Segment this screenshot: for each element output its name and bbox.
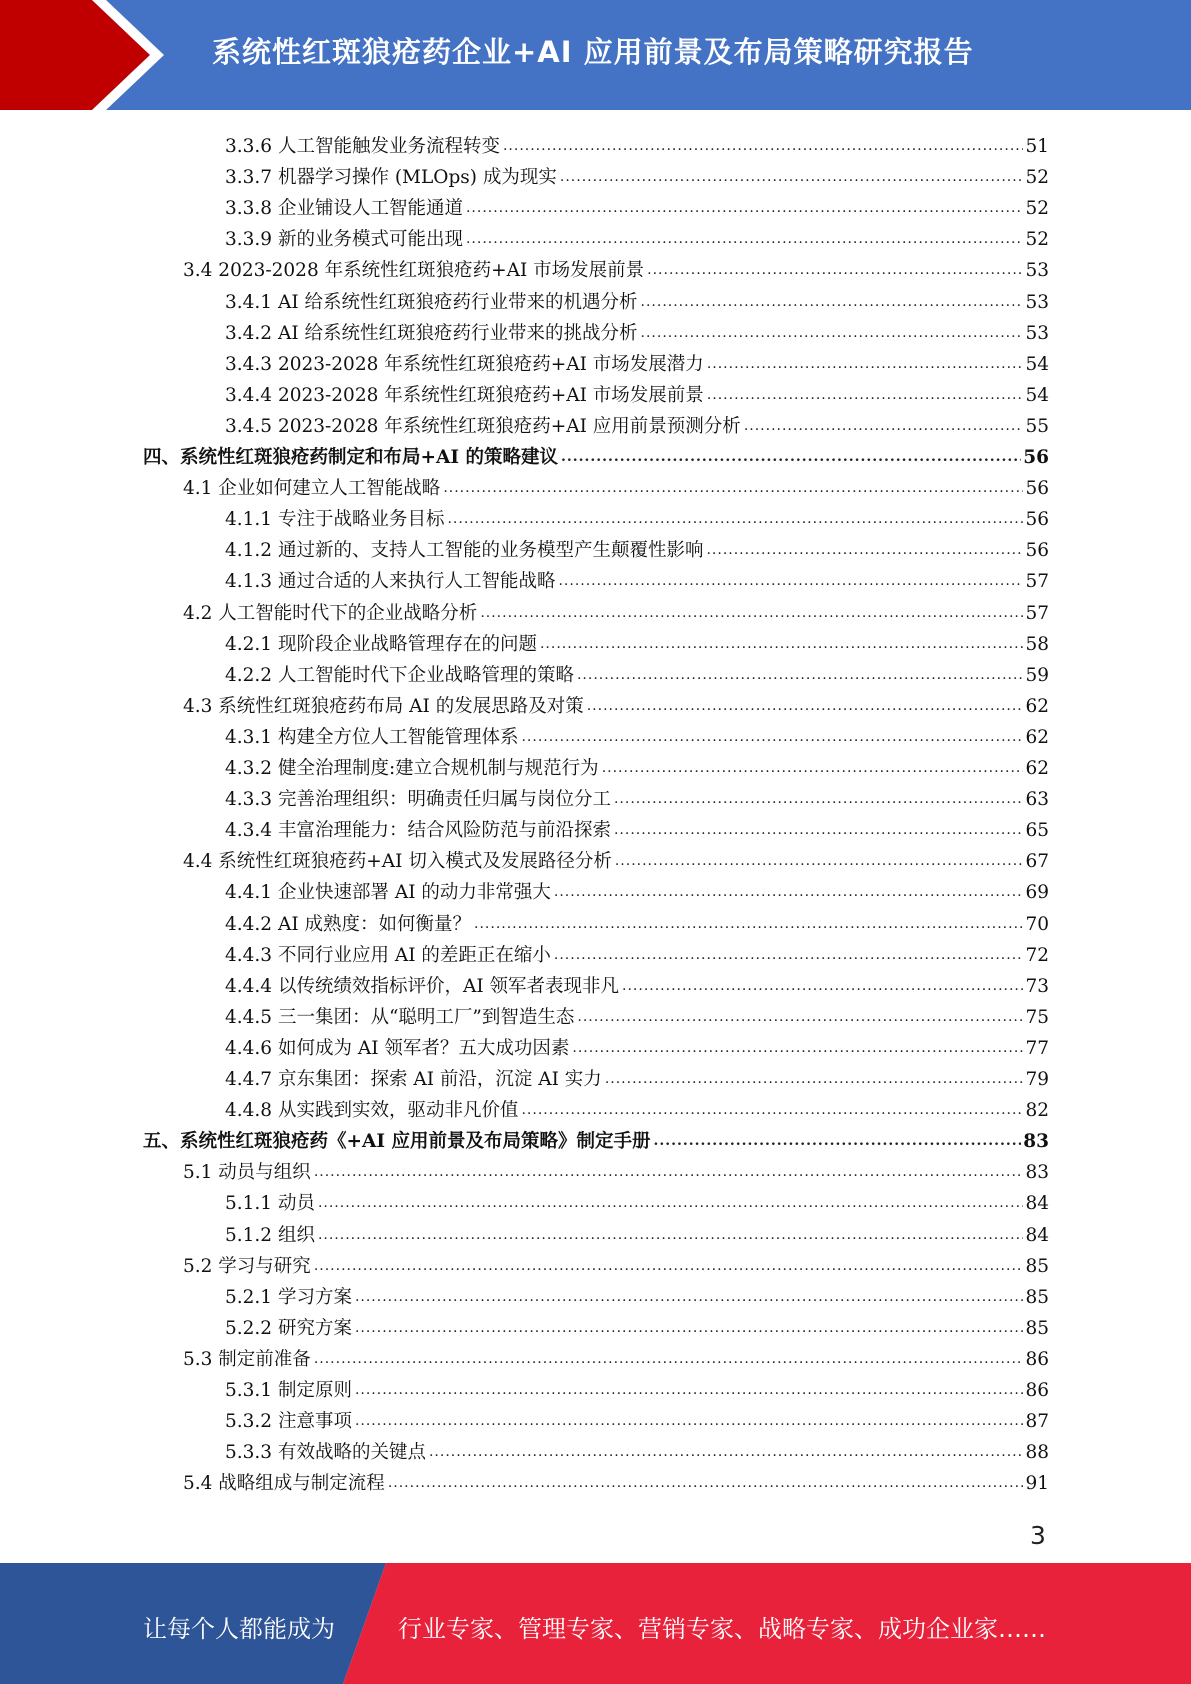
toc-entry-label: 5.3.1 制定原则	[225, 1380, 352, 1401]
footer-slogan-right: 行业专家、管理专家、营销专家、战略专家、成功企业家……	[398, 1615, 1046, 1643]
toc-entry-page: 62	[1025, 758, 1049, 779]
toc-entry-page: 65	[1025, 820, 1049, 841]
page-number: 3	[1030, 1521, 1046, 1550]
toc-leader-dots	[707, 353, 1024, 377]
toc-entry[interactable]	[183, 843, 1049, 874]
toc-entry-label: 4.1.3 通过合适的人来执行人工智能战略	[225, 571, 556, 592]
toc-entry-label: 5.2.1 学习方案	[225, 1287, 352, 1308]
toc-entry-page: 53	[1025, 260, 1049, 281]
toc-leader-dots	[540, 633, 1023, 657]
toc-entry[interactable]	[225, 346, 1049, 377]
toc-entry-label: 3.3.7 机器学习操作 (MLOps) 成为现实	[225, 167, 557, 188]
toc-entry-label: 5.3.2 注意事项	[225, 1411, 352, 1432]
toc-entry-page: 67	[1025, 851, 1049, 872]
toc-leader-dots	[572, 1037, 1023, 1061]
toc-entry-label: 4.3.1 构建全方位人工智能管理体系	[225, 727, 519, 748]
toc-entry-label: 5.2.2 研究方案	[225, 1318, 352, 1339]
toc-entry-label: 3.4.5 2023-2028 年系统性红斑狼疮药+AI 应用前景预测分析	[225, 416, 741, 437]
toc-entry[interactable]	[183, 1154, 1049, 1185]
toc-entry-label: 3.4 2023-2028 年系统性红斑狼疮药+AI 市场发展前景	[183, 260, 645, 281]
toc-entry[interactable]	[225, 532, 1049, 563]
toc-leader-dots	[706, 539, 1023, 563]
toc-entry[interactable]	[225, 1434, 1049, 1465]
toc-entry-label: 5.1.2 组织	[225, 1225, 315, 1246]
toc-leader-dots	[466, 197, 1023, 221]
toc-entry-page: 58	[1025, 634, 1049, 655]
toc-entry-page: 87	[1025, 1411, 1049, 1432]
toc-entry-page: 72	[1025, 945, 1049, 966]
toc-entry[interactable]	[143, 1123, 1049, 1154]
toc-entry-label: 4.1.1 专注于战略业务目标	[225, 509, 445, 530]
toc-entry-label: 3.4.1 AI 给系统性红斑狼疮药行业带来的机遇分析	[225, 292, 638, 313]
toc-entry-page: 52	[1025, 229, 1049, 250]
toc-entry-page: 85	[1025, 1256, 1049, 1277]
toc-entry[interactable]	[183, 688, 1049, 719]
toc-leader-dots	[318, 1224, 1024, 1248]
toc-entry-page: 84	[1025, 1225, 1049, 1246]
toc-leader-dots	[429, 1441, 1023, 1465]
toc-leader-dots	[707, 384, 1024, 408]
toc-entry[interactable]	[225, 657, 1049, 688]
toc-entry[interactable]	[225, 999, 1049, 1030]
toc-entry-page: 77	[1025, 1038, 1049, 1059]
toc-entry[interactable]	[225, 812, 1049, 843]
toc-entry-page: 59	[1025, 665, 1049, 686]
toc-leader-dots	[521, 1099, 1023, 1123]
toc-entry-label: 4.1.2 通过新的、支持人工智能的业务模型产生颠覆性影响	[225, 540, 704, 561]
toc-entry-label: 4.4.7 京东集团：探索 AI 前沿，沉淀 AI 实力	[225, 1069, 602, 1090]
toc-entry-label: 3.4.3 2023-2028 年系统性红斑狼疮药+AI 市场发展潜力	[225, 354, 704, 375]
toc-leader-dots	[577, 1006, 1023, 1030]
toc-leader-dots	[521, 726, 1023, 750]
toc-entry-page: 57	[1025, 603, 1049, 624]
toc-entry[interactable]	[225, 563, 1049, 594]
toc-leader-dots	[561, 446, 1021, 470]
toc-leader-dots	[622, 975, 1023, 999]
toc-leader-dots	[474, 913, 1023, 937]
toc-entry[interactable]	[225, 128, 1049, 159]
toc-leader-dots	[388, 1472, 1024, 1496]
toc-entry-label: 5.4 战略组成与制定流程	[183, 1473, 385, 1494]
toc-entry-page: 55	[1025, 416, 1049, 437]
toc-leader-dots	[466, 228, 1023, 252]
toc-entry-label: 5.1.1 动员	[225, 1193, 315, 1214]
toc-entry-page: 79	[1025, 1069, 1049, 1090]
toc-leader-dots	[614, 819, 1023, 843]
toc-leader-dots	[647, 259, 1023, 283]
toc-entry[interactable]	[225, 190, 1049, 221]
toc-entry[interactable]	[225, 719, 1049, 750]
toc-entry[interactable]	[225, 408, 1049, 439]
toc-entry-page: 85	[1025, 1318, 1049, 1339]
toc-entry-label: 3.4.4 2023-2028 年系统性红斑狼疮药+AI 市场发展前景	[225, 385, 704, 406]
toc-entry-page: 88	[1025, 1442, 1049, 1463]
toc-leader-dots	[447, 508, 1023, 532]
report-footer	[0, 1563, 1191, 1684]
toc-entry-label: 5.3.3 有效战略的关键点	[225, 1442, 426, 1463]
toc-entry[interactable]	[225, 1061, 1049, 1092]
toc-leader-dots	[577, 664, 1023, 688]
toc-entry[interactable]	[225, 1030, 1049, 1061]
toc-leader-dots	[314, 1348, 1024, 1372]
toc-leader-dots	[587, 695, 1024, 719]
footer-slogan-left: 让每个人都能成为	[143, 1615, 335, 1643]
toc-entry[interactable]	[225, 1403, 1049, 1434]
toc-leader-dots	[605, 1068, 1024, 1092]
toc-entry[interactable]	[225, 315, 1049, 346]
toc-entry-label: 4.3.4 丰富治理能力：结合风险防范与前沿探索	[225, 820, 611, 841]
toc-leader-dots	[558, 570, 1023, 594]
toc-leader-dots	[314, 1255, 1024, 1279]
toc-entry-label: 4.3 系统性红斑狼疮药布局 AI 的发展思路及对策	[183, 696, 584, 717]
toc-leader-dots	[615, 850, 1024, 874]
toc-entry-label: 4.4 系统性红斑狼疮药+AI 切入模式及发展路径分析	[183, 851, 612, 872]
toc-entry[interactable]	[225, 377, 1049, 408]
toc-leader-dots	[653, 1130, 1021, 1154]
toc-entry-label: 5.3 制定前准备	[183, 1349, 311, 1370]
toc-entry-label: 5.1 动员与组织	[183, 1162, 311, 1183]
toc-entry-page: 85	[1025, 1287, 1049, 1308]
toc-entry-label: 五、系统性红斑狼疮药《+AI 应用前景及布局策略》制定手册	[143, 1131, 651, 1152]
toc-entry-page: 82	[1025, 1100, 1049, 1121]
toc-leader-dots	[641, 291, 1024, 315]
toc-leader-dots	[602, 757, 1024, 781]
toc-entry-page: 54	[1025, 385, 1049, 406]
toc-entry-label: 3.4.2 AI 给系统性红斑狼疮药行业带来的挑战分析	[225, 323, 638, 344]
toc-entry[interactable]	[225, 968, 1049, 999]
toc-leader-dots	[554, 881, 1024, 905]
toc-entry[interactable]	[225, 874, 1049, 905]
toc-leader-dots	[314, 1161, 1024, 1185]
toc-entry-page: 62	[1025, 727, 1049, 748]
toc-entry[interactable]	[143, 439, 1049, 470]
toc-entry[interactable]	[225, 937, 1049, 968]
toc-entry[interactable]	[225, 1092, 1049, 1123]
toc-entry[interactable]	[225, 781, 1049, 812]
toc-entry-page: 86	[1025, 1349, 1049, 1370]
toc-entry-label: 4.1 企业如何建立人工智能战略	[183, 478, 441, 499]
toc-entry-label: 3.3.8 企业铺设人工智能通道	[225, 198, 463, 219]
toc-entry-page: 52	[1025, 198, 1049, 219]
toc-entry-page: 83	[1023, 1131, 1049, 1152]
toc-entry[interactable]	[225, 1310, 1049, 1341]
toc-entry[interactable]	[225, 1372, 1049, 1403]
toc-entry-page: 84	[1025, 1193, 1049, 1214]
toc-entry-label: 4.4.3 不同行业应用 AI 的差距正在缩小	[225, 945, 551, 966]
toc-entry-page: 56	[1025, 540, 1049, 561]
toc-entry[interactable]	[183, 252, 1049, 283]
toc-entry[interactable]	[225, 750, 1049, 781]
toc-leader-dots	[554, 944, 1024, 968]
toc-entry-page: 54	[1025, 354, 1049, 375]
toc-entry-label: 4.2.2 人工智能时代下企业战略管理的策略	[225, 665, 574, 686]
toc-entry[interactable]	[183, 595, 1049, 626]
toc-leader-dots	[355, 1286, 1024, 1310]
toc-leader-dots	[355, 1410, 1024, 1434]
toc-entry[interactable]	[225, 626, 1049, 657]
toc-entry-page: 51	[1025, 136, 1049, 157]
toc-entry-label: 4.4.8 从实践到实效，驱动非凡价值	[225, 1100, 519, 1121]
toc-leader-dots	[318, 1192, 1024, 1216]
toc-entry[interactable]	[225, 159, 1049, 190]
toc-entry-label: 四、系统性红斑狼疮药制定和布局+AI 的策略建议	[143, 447, 558, 468]
report-title: 系统性红斑狼疮药企业+AI 应用前景及布局策略研究报告	[212, 35, 974, 69]
toc-entry[interactable]	[225, 221, 1049, 252]
toc-leader-dots	[355, 1317, 1024, 1341]
toc-entry-page: 56	[1025, 509, 1049, 530]
toc-entry[interactable]	[183, 1341, 1049, 1372]
toc-leader-dots	[744, 415, 1024, 439]
toc-entry-page: 53	[1025, 292, 1049, 313]
toc-entry[interactable]	[225, 906, 1049, 937]
toc-entry-label: 4.4.6 如何成为 AI 领军者？五大成功因素	[225, 1038, 570, 1059]
toc-entry[interactable]	[225, 1279, 1049, 1310]
toc-entry-label: 4.2 人工智能时代下的企业战略分析	[183, 603, 478, 624]
toc-entry-page: 86	[1025, 1380, 1049, 1401]
toc-entry-label: 4.4.4 以传统绩效指标评价，AI 领军者表现非凡	[225, 976, 620, 997]
toc-entry-label: 4.3.3 完善治理组织：明确责任归属与岗位分工	[225, 789, 611, 810]
toc-entry-page: 52	[1025, 167, 1049, 188]
toc-entry-page: 73	[1025, 976, 1049, 997]
toc-entry[interactable]	[225, 1217, 1049, 1248]
toc-leader-dots	[641, 322, 1024, 346]
toc-entry[interactable]	[225, 1185, 1049, 1216]
toc-entry-label: 4.2.1 现阶段企业战略管理存在的问题	[225, 634, 537, 655]
toc-entry-page: 83	[1025, 1162, 1049, 1183]
toc-entry-label: 4.4.5 三一集团：从“聪明工厂”到智造生态	[225, 1007, 575, 1028]
toc-leader-dots	[503, 135, 1023, 159]
toc-entry-page: 63	[1025, 789, 1049, 810]
toc-entry-page: 53	[1025, 323, 1049, 344]
report-header	[0, 0, 1191, 110]
toc-entry-page: 91	[1025, 1473, 1049, 1494]
toc-entry[interactable]	[183, 470, 1049, 501]
toc-entry-label: 5.2 学习与研究	[183, 1256, 311, 1277]
toc-leader-dots	[443, 477, 1023, 501]
toc-entry-page: 75	[1025, 1007, 1049, 1028]
toc-entry-page: 56	[1025, 478, 1049, 499]
toc-entry[interactable]	[183, 1248, 1049, 1279]
toc-leader-dots	[560, 166, 1024, 190]
toc-entry[interactable]	[183, 1465, 1049, 1496]
toc-entry-label: 4.4.1 企业快速部署 AI 的动力非常强大	[225, 882, 551, 903]
toc-entry-label: 4.3.2 健全治理制度:建立合规机制与规范行为	[225, 758, 599, 779]
toc-entry-label: 3.3.9 新的业务模式可能出现	[225, 229, 463, 250]
toc-leader-dots	[480, 602, 1023, 626]
toc-entry-page: 57	[1025, 571, 1049, 592]
toc-entry-label: 3.3.6 人工智能触发业务流程转变	[225, 136, 500, 157]
toc-entry-page: 62	[1025, 696, 1049, 717]
toc-leader-dots	[614, 788, 1023, 812]
toc-entry[interactable]	[225, 284, 1049, 315]
toc-entry-page: 70	[1025, 914, 1049, 935]
toc-entry[interactable]	[225, 501, 1049, 532]
toc-leader-dots	[355, 1379, 1024, 1403]
toc-entry-label: 4.4.2 AI 成熟度：如何衡量？	[225, 914, 472, 935]
toc-entry-page: 69	[1025, 882, 1049, 903]
toc-entry-page: 56	[1023, 447, 1049, 468]
